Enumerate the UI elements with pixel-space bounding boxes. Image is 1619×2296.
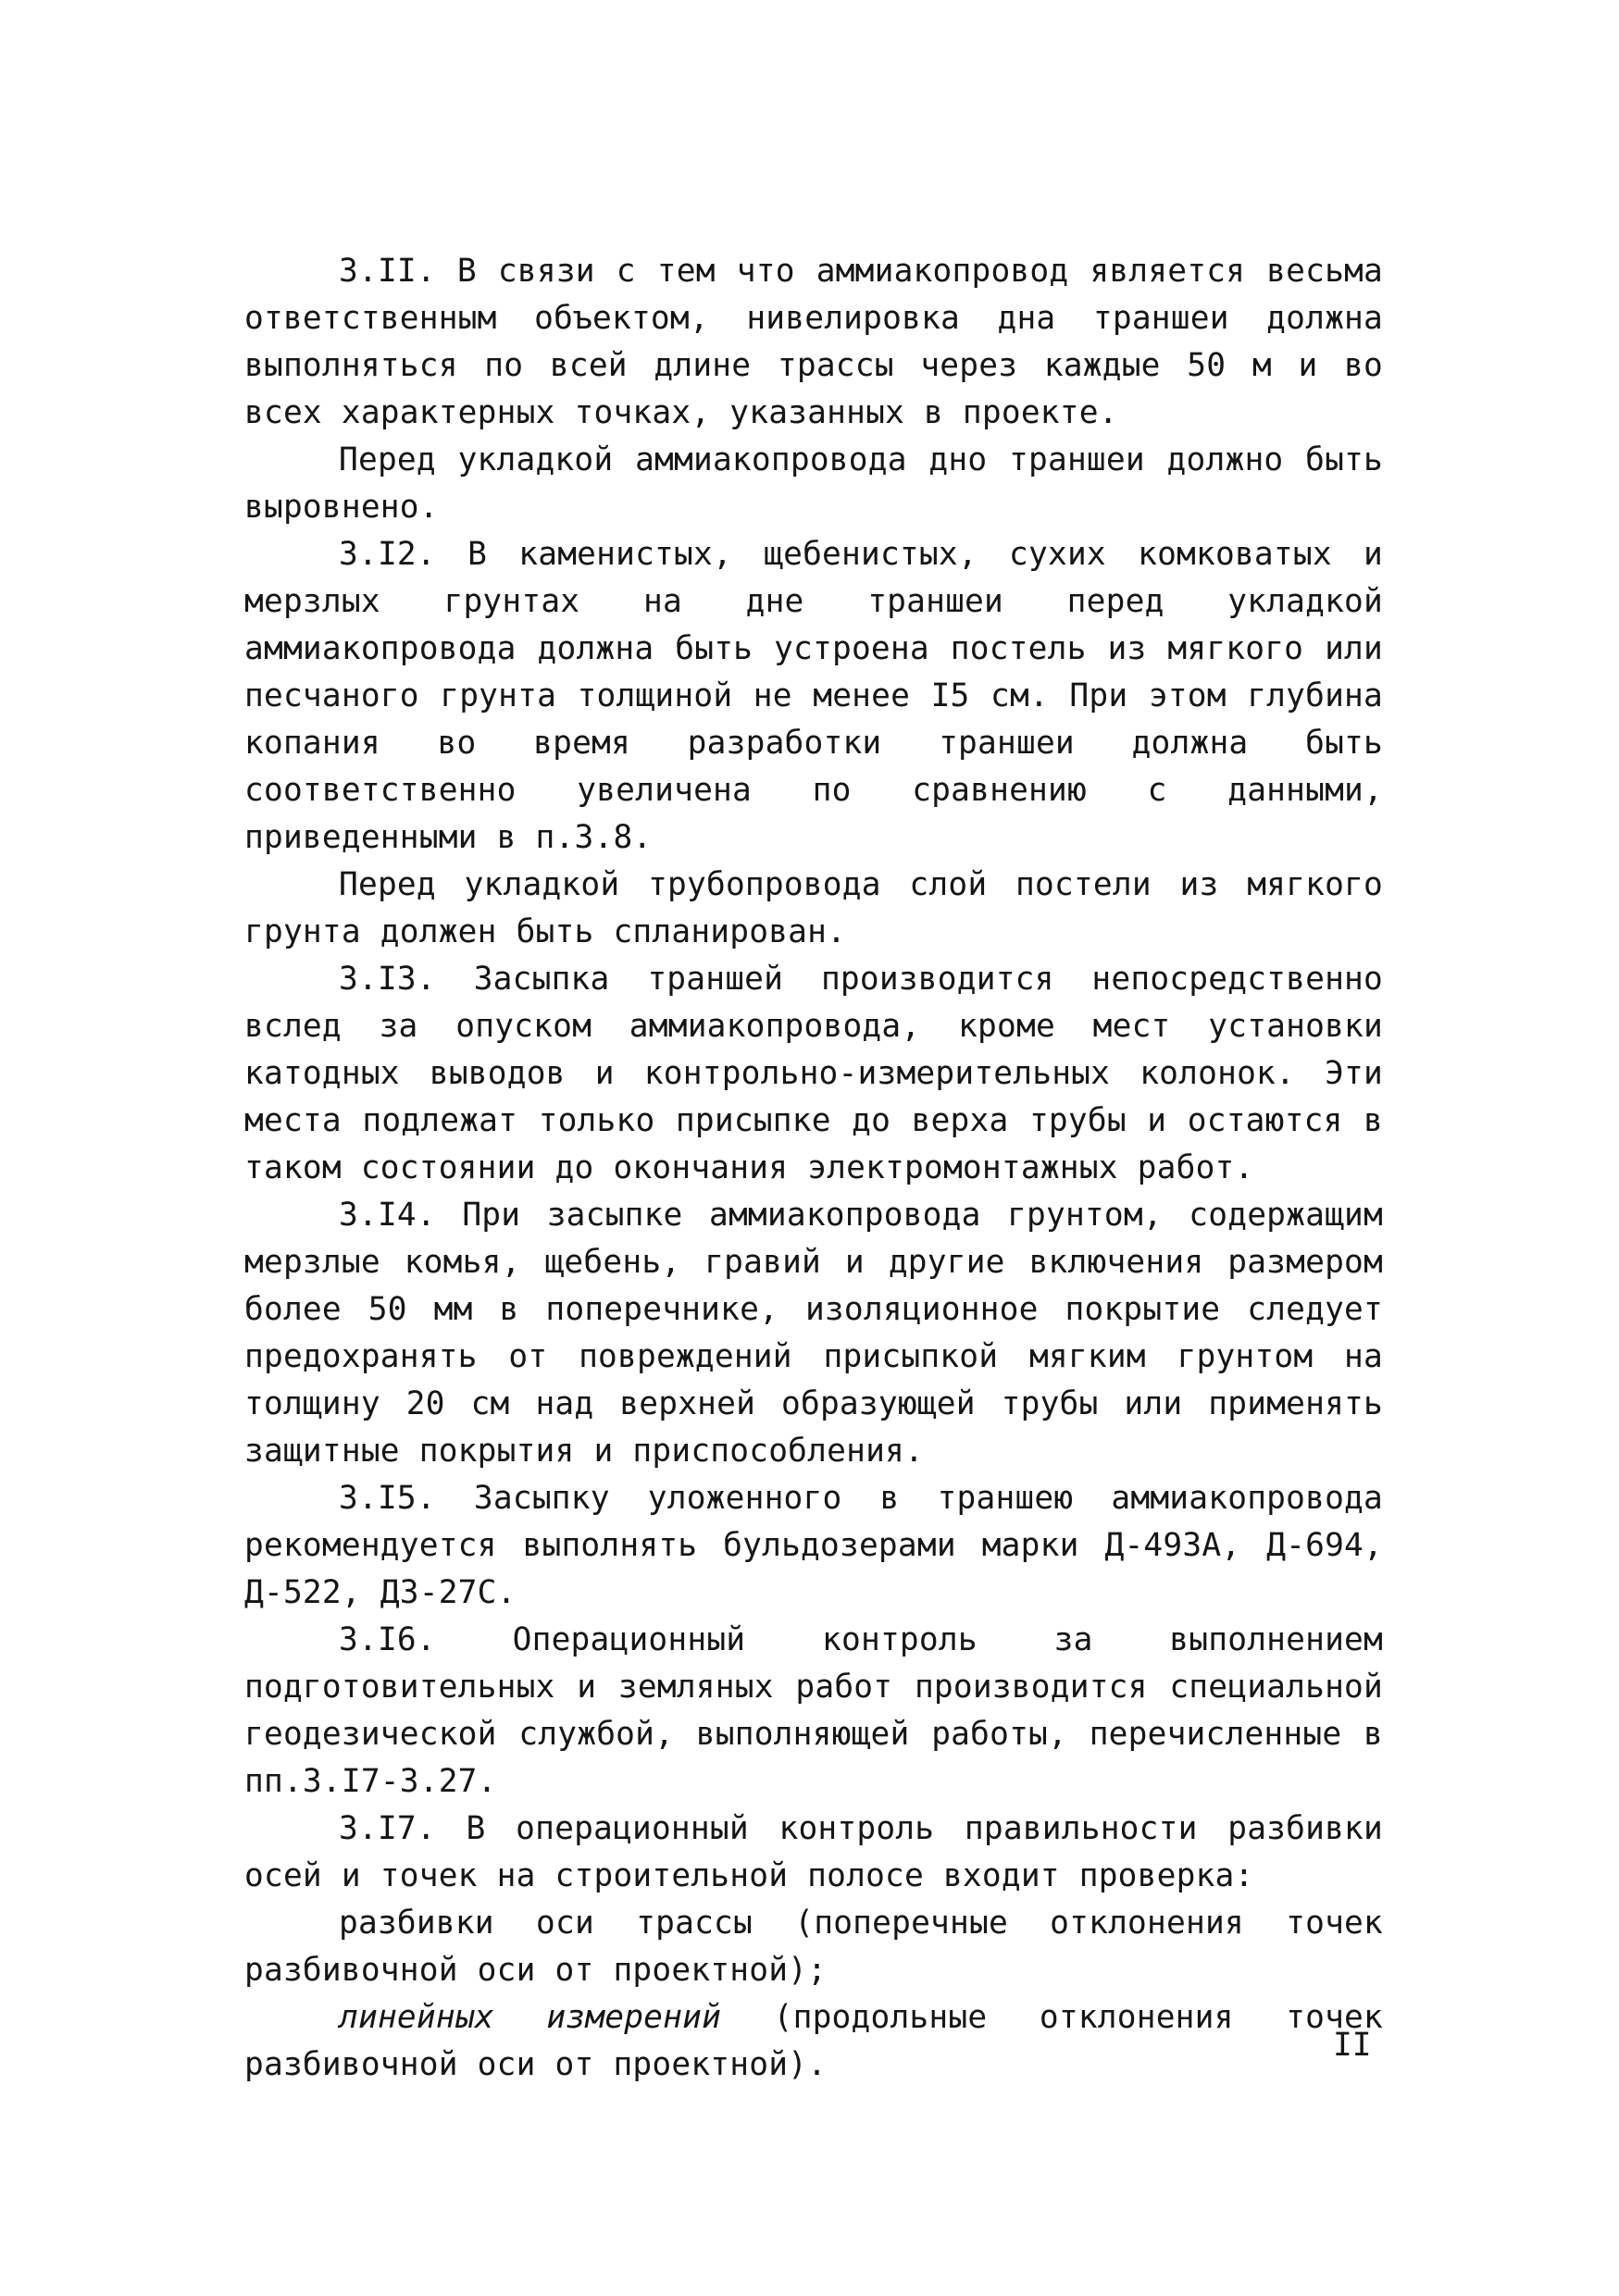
paragraph-3-11: 3.II. В связи с тем что аммиакопровод является весьма ответственным объектом, нивелировка дна траншеи должна выполняться по всей длине трассы через каждые 50 м и во всех характерных точках, указанных в проекте.: [244, 253, 1383, 431]
paragraph-3-16: 3.I6. Операционный контроль за выполнением подготовительных и земляных работ производится специальной геодезической службой, выполняющей работы, перечисленные в пп.3.I7-3.27.: [244, 1621, 1383, 1800]
paragraph-3-12: 3.I2. В каменистых, щебенистых, сухих комковатых и мерзлых грунтах на дне траншеи перед укладкой аммиакопровода должна быть устроена постель из мягкого или песчаного грунта толщиной не менее I5 см. При этом глубина копания во время разработки траншеи должна быть соответственно увеличена по сравнению с данными, приведенными в п.3.8.: [244, 536, 1383, 856]
italic-term: линейных измерений: [339, 1999, 722, 2036]
list-item-rest: (продольные отклонения точек разбивочной оси от проектной).: [244, 1999, 1383, 2083]
list-item-linear-measurements: [244, 1994, 1383, 2089]
paragraph-3-15: 3.I5. Засыпку уложенного в траншею аммиакопровода рекомендуется выполнять бульдозерами марки Д-493А, Д-694, Д-522, ДЗ-27С.: [244, 1480, 1383, 1611]
page-number: II: [1333, 2027, 1372, 2064]
paragraph-3-13: 3.I3. Засыпка траншей производится непосредственно вслед за опуском аммиакопровода, кроме мест установки катодных выводов и контрольно-измерительных колонок. Эти места подлежат только присыпке до верха трубы и остаются в таком состоянии до окончания электромонтажных работ.: [244, 961, 1383, 1186]
paragraph-3-17: 3.I7. В операционный контроль правильности разбивки осей и точек на строительной полосе входит проверка:: [244, 1810, 1383, 1894]
paragraph-leveling-note: Перед укладкой аммиакопровода дно траншеи должно быть выровнено.: [244, 441, 1383, 526]
body-text: [244, 248, 1383, 2089]
paragraph-3-14: 3.I4. При засыпке аммиакопровода грунтом, содержащим мерзлые комья, щебень, гравий и другие включения размером более 50 мм в поперечнике, изоляционное покрытие следует предохранять от повреждений присыпкой мягким грунтом на толщину 20 см над верхней образующей трубы или применять защитные покрытия и приспособления.: [244, 1197, 1383, 1470]
paragraph-bedding-note: Перед укладкой трубопровода слой постели из мягкого грунта должен быть спланирован.: [244, 866, 1383, 950]
list-item-axis-staking: разбивки оси трассы (поперечные отклонения точек разбивочной оси от проектной);: [244, 1905, 1383, 1989]
